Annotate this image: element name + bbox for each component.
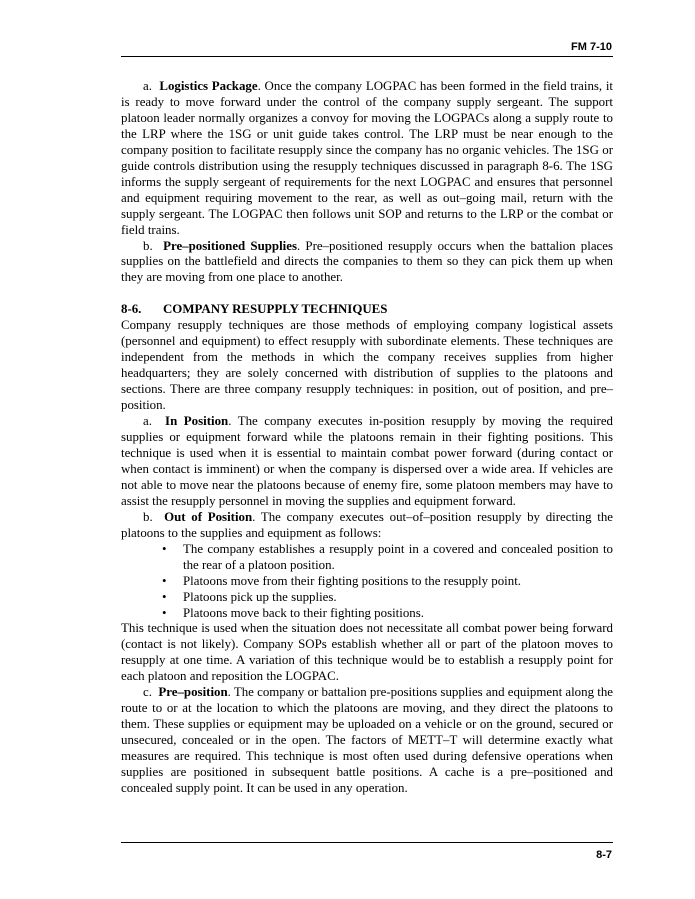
paragraph-out-of-position [121,510,613,542]
paragraph-text: . The company or battalion pre-positions supplies and equipment along the route to or at the location to which the platoons are moving, and they direct the platoons to them. These supplies or equipment may be uploaded on a vehicle or on the ground, secured or unsecured, concealed or in the open. The factors of METT–T will determine exactly what measures are required. This technique is most often used during defensive operations when supplies are positioned in subsequent battle positions. A cache is a pre–positioned and concealed supply point. It can be used in any operation. [121,685,613,795]
paragraph-title: Logistics Package [159,79,258,93]
list-item-text: Platoons move from their fighting positions to the resupply point. [183,573,521,588]
paragraph-logistics-package [121,79,613,239]
footer-rule [121,842,613,843]
paragraph-text: . Once the company LOGPAC has been formed in the field trains, it is ready to move forward under the control of the company supply sergeant. The support platoon leader normally organizes a convoy for moving the LOGPACs along a supply route to the LRP where the 1SG or unit guide takes control. The LRP must be near enough to the company position to facilitate resupply since the company has no organic vehicles. The 1SG or guide controls distribution using the resupply techniques discussed in paragraph 8-6. The 1SG informs the supply sergeant of requirements for the next LOGPAC and ensures that personnel and equipment requiring movement to the rear, as well as out–going mail, return with the supply sergeant. The LOGPAC then follows unit SOP and returns to the LRP or the combat or field trains. [121,79,613,237]
bullet-icon: • [162,541,167,556]
paragraph-text: . Pre–positioned resupply occurs when the battalion places supplies on the battlefield and directs the companies to them so they can pick them up when they are moving from one place to another. [121,238,614,285]
paragraph-out-of-position-closing: This technique is used when the situation does not necessitate all combat power being forward (contact is not likely). Company SOPs establish whether all or part of the platoon moves to resupply at one time. A variation of this technique would be to establish a resupply point for each platoon and reposition the LOGPAC. [121,621,613,684]
paragraph-prepositioned-supplies [121,239,613,287]
list-item [121,542,613,574]
paragraph-title: Out of Position [164,509,253,524]
paragraph-title: Pre–position [158,685,228,700]
manual-id: FM 7-10 [571,41,612,53]
paragraph-label: b. [143,509,153,524]
list-item-text: The company establishes a resupply point in a covered and concealed position to the rear of a platoon position. [183,541,613,572]
paragraph-title: Pre–positioned Supplies [163,238,297,253]
list-item [121,590,613,606]
list-item-text: Platoons move back to their fighting positions. [183,605,424,620]
page-number: 8-7 [596,849,612,861]
list-item-text: Platoons pick up the supplies. [183,589,337,604]
bullet-icon: • [162,573,167,588]
list-item [121,574,613,590]
paragraph-text: . The company executes out–of–position resupply by directing the platoons to the supplies and equipment as follows: [121,509,613,540]
list-item [121,606,613,622]
paragraph-title: In Position [165,414,229,429]
section-number: 8-6. [121,302,142,317]
paragraph-pre-position [121,685,613,797]
paragraph-in-position [121,414,613,510]
paragraph-label: a. [143,414,152,429]
paragraph-label: b. [143,238,153,253]
paragraph-label: a. [143,79,152,93]
bullet-list [121,542,613,622]
section-heading [121,302,613,318]
section-title: COMPANY RESUPPLY TECHNIQUES [163,302,388,317]
paragraph-text: . The company executes in-position resupply by moving the required supplies or equipment forward while the platoons remain in their fighting positions. This technique is used when it is essential to maintain combat power forward (during contact or when contact is imminent) or when the company is dispersed over a wide area. If vehicles are not able to move near the platoons because of enemy fire, some platoon members may have to assist the resupply personnel in moving the supplies and equipment forward. [121,414,613,508]
bullet-icon: • [162,605,167,620]
paragraph-label: c. [143,685,152,700]
header-rule [121,56,613,57]
bullet-icon: • [162,589,167,604]
page-body [121,79,613,797]
section-intro: Company resupply techniques are those methods of employing company logistical assets (personnel and equipment) to effect resupply with subordinate elements. These techniques are independent from the methods in which the company receives supplies from higher headquarters; they are solely concerned with distribution of supplies to the platoons and sections. There are three company resupply techniques: in position, out of position, and pre–position. [121,318,613,413]
